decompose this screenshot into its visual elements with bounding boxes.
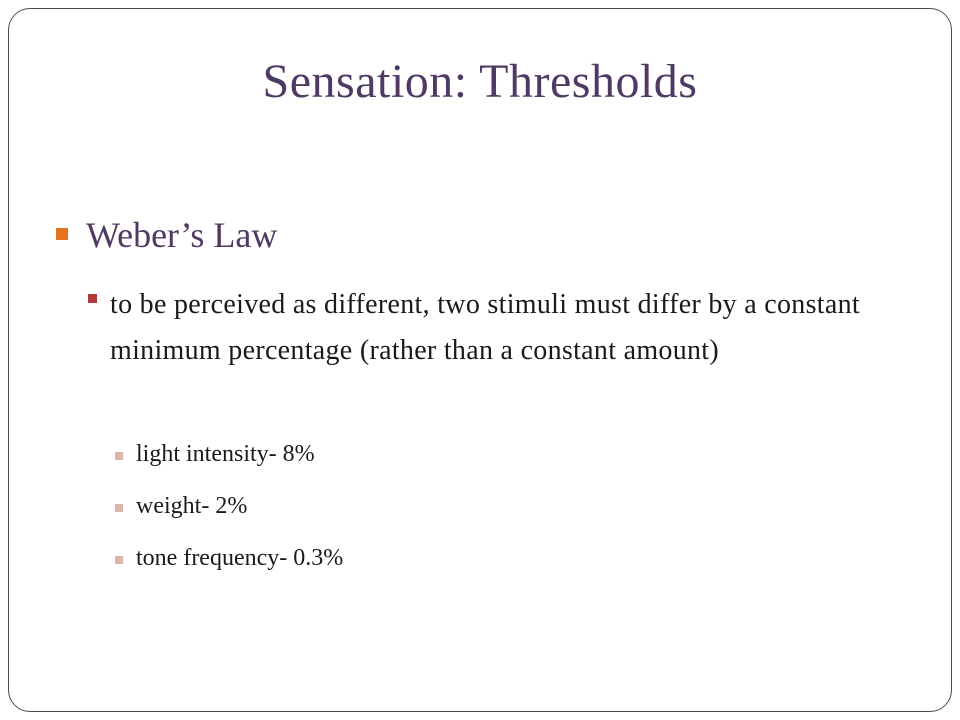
bullet-level3: weight- 2% bbox=[136, 493, 248, 519]
square-bullet-icon bbox=[115, 504, 123, 512]
bullet-level2: to be perceived as different, two stimuli must differ by a constant minimum percentage (rather than a constant amount) bbox=[110, 289, 860, 366]
square-bullet-icon bbox=[115, 452, 123, 460]
square-bullet-icon bbox=[88, 294, 97, 303]
square-bullet-icon bbox=[115, 556, 123, 564]
slide-title: Sensation: Thresholds bbox=[262, 55, 698, 108]
bullet-level1: Weber’s Law bbox=[86, 215, 278, 255]
bullet-level3: tone frequency- 0.3% bbox=[136, 545, 344, 571]
bullet-level3: light intensity- 8% bbox=[136, 441, 315, 467]
square-bullet-icon bbox=[56, 228, 68, 240]
